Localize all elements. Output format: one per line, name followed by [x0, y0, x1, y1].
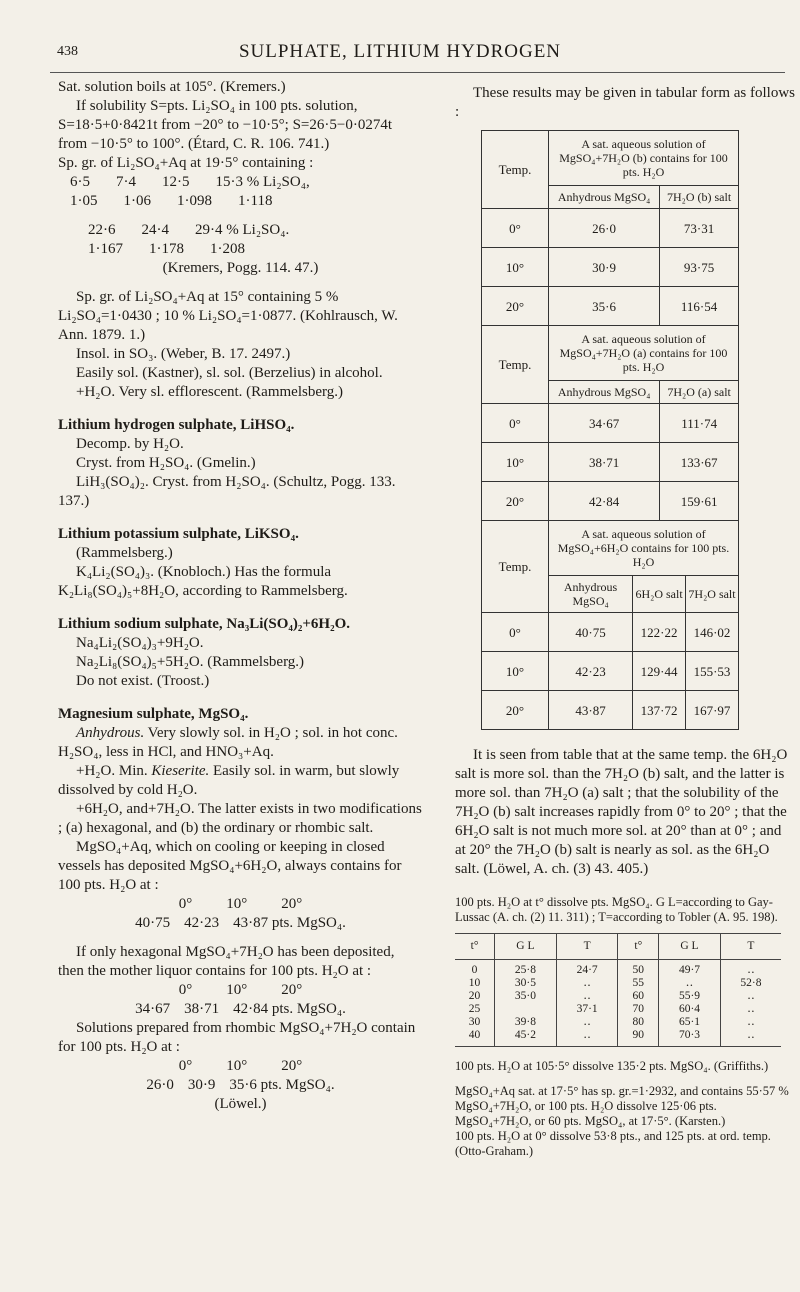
para: Easily sol. (Kastner), sl. sol. (Berzelius) in alcohol. [76, 365, 383, 381]
para: Cryst. from H₂SO₄. (Gmelin.) [76, 455, 256, 471]
value: 35·6 pts. MgSO₄. [229, 1077, 335, 1093]
italic-term: Anhydrous. [76, 725, 145, 741]
para: +H₂O. Very sl. efflorescent. (Rammelsberg.) [76, 384, 343, 400]
cell: 20 [468, 990, 481, 1002]
cell: 35·0 [514, 990, 536, 1002]
cell: 52·8 [740, 977, 762, 989]
cell: ‥ [583, 990, 591, 1002]
value: 1·118 [238, 193, 273, 209]
value: 10° [226, 1058, 248, 1074]
cell: 167·97 [686, 691, 739, 730]
para: If solubility S=pts. Li₂SO₄ in 100 pts. solution, S=18·5+0·8421t from −20° to −10·5°; S=26·5−0·0274t from −10·5° to 100°. (Étard, C. R. 106. 741.) [58, 98, 392, 152]
col-header: Anhydrous MgSO₄ [549, 186, 660, 209]
solubility-table-6h2o [481, 521, 739, 730]
value: 0° [178, 1058, 193, 1074]
cell: 24·7 [576, 964, 598, 976]
cell: 155·53 [686, 652, 739, 691]
table-header: A sat. aqueous solution of MgSO₄+7H₂O (b) contains for 100 pts. H₂O [549, 131, 739, 186]
value: 15·3 % Li₂SO₄, [215, 174, 310, 190]
cell: ‥ [685, 977, 694, 989]
col-gl1 [495, 960, 557, 1047]
temp-header: Temp. [482, 326, 549, 404]
cell: 37·1 [576, 1003, 598, 1015]
cell: 10 [468, 977, 481, 989]
cell: 129·44 [633, 652, 686, 691]
para [58, 724, 423, 762]
cell: 45·2 [514, 1029, 536, 1041]
value: 0° [178, 896, 193, 912]
cell: ‥ [583, 977, 591, 989]
table-row [482, 404, 739, 443]
value: 34·67 [135, 1001, 171, 1017]
cell: ‥ [747, 1016, 755, 1028]
sg-val-row-2 [58, 240, 423, 259]
value: 22·6 [88, 222, 116, 238]
right-column [455, 84, 795, 1159]
para: +6H₂O, and+7H₂O. The latter exists in two modifications ; (a) hexagonal, and (b) the ordinary or rhombic salt. [58, 801, 422, 836]
value: 30·9 [187, 1077, 216, 1093]
value: 20° [281, 1058, 303, 1074]
cell: 0 [471, 964, 478, 976]
cell: ‥ [583, 1016, 591, 1028]
cell: 55·9 [678, 990, 701, 1002]
value: 7·4 [116, 174, 136, 190]
col-header: Anhydrous MgSO₄ [549, 576, 633, 613]
sg-val-row-1 [58, 192, 423, 211]
para: LiH₃(SO₄)₂. Cryst. from H₂SO₄. (Schultz, Pogg. 133. 137.) [58, 474, 396, 509]
cell: 35·6 [549, 287, 660, 326]
col-t2 [618, 960, 659, 1047]
cell: 0° [482, 613, 549, 652]
cell: ‥ [747, 964, 755, 976]
value: 1·06 [123, 193, 151, 209]
cell: 25·8 [514, 964, 536, 976]
page-number: 438 [57, 44, 78, 59]
cell: 122·22 [633, 613, 686, 652]
cell: 10° [482, 443, 549, 482]
cell [498, 1003, 553, 1016]
value: 1·178 [149, 241, 184, 257]
col-header: Anhydrous MgSO₄ [549, 381, 660, 404]
value: 10° [226, 896, 248, 912]
col-header: t° [618, 934, 659, 960]
para: Sat. solution boils at 105°. (Kremers.) [58, 79, 286, 95]
col-header: 7H₂O (b) salt [660, 186, 739, 209]
cell: 30·9 [549, 248, 660, 287]
value: 1·05 [70, 193, 98, 209]
table-row [482, 613, 739, 652]
reference: (Löwel.) [214, 1096, 267, 1112]
left-column [58, 78, 423, 1114]
table-row [482, 287, 739, 326]
cell: 42·84 [549, 482, 660, 521]
reference: (Kremers, Pogg. 114. 47.) [162, 260, 319, 276]
cell: 0° [482, 404, 549, 443]
para-small: 100 pts. H₂O at t° dissolve pts. MgSO₄. G L=according to Gay-Lussac (A. ch. (2) 11. 311) ; T=according to Tobler (A. 95. 198). [455, 895, 778, 924]
value: 12·5 [162, 174, 190, 190]
cell: 50 [632, 964, 645, 976]
value: 42·23 [184, 915, 220, 931]
cell: 116·54 [660, 287, 739, 326]
table-header: A sat. aqueous solution of MgSO₄+7H₂O (a) contains for 100 pts. H₂O [549, 326, 739, 381]
solubility-table-7h2o-b [481, 130, 739, 326]
cell: 137·72 [633, 691, 686, 730]
value: 0° [178, 982, 193, 998]
value: 40·75 [135, 915, 171, 931]
value: 1·167 [88, 241, 123, 257]
col-header: t° [455, 934, 495, 960]
value: 10° [226, 982, 248, 998]
value: 6·5 [70, 174, 90, 190]
cell: ‥ [583, 1029, 591, 1041]
value: 20° [281, 896, 303, 912]
cell: 159·61 [660, 482, 739, 521]
value-row-3 [58, 1076, 423, 1095]
cell: 30 [468, 1016, 481, 1028]
value: 20° [281, 982, 303, 998]
col-header: 6H₂O salt [633, 576, 686, 613]
cell: 20° [482, 691, 549, 730]
para: Sp. gr. of Li₂SO₄+Aq at 19·5° containing : [58, 155, 314, 171]
value: 24·4 [141, 222, 169, 238]
temp-row-2 [58, 981, 423, 1000]
cell: 10° [482, 248, 549, 287]
para: Do not exist. (Troost.) [76, 673, 210, 689]
page-header [0, 41, 800, 74]
cell: 60 [632, 990, 645, 1002]
cell: 10° [482, 652, 549, 691]
heading-lithium-hydrogen-sulphate: Lithium hydrogen sulphate, LiHSO₄. [58, 417, 295, 433]
para: Sp. gr. of Li₂SO₄+Aq at 15° containing 5 % Li₂SO₄=1·0430 ; 10 % Li₂SO₄=1·0877. (Kohlrausch, W. Ann. 1879. 1.) [58, 289, 398, 343]
para-small: 100 pts. H₂O at 105·5° dissolve 135·2 pts. MgSO₄. (Griffiths.) [455, 1059, 769, 1073]
cell: 49·7 [678, 964, 701, 976]
cell: 146·02 [686, 613, 739, 652]
cell: 0° [482, 209, 549, 248]
table-row [482, 691, 739, 730]
table-row [482, 209, 739, 248]
temp-row-1 [58, 895, 423, 914]
sg-pct-row-2 [58, 221, 423, 240]
cell: 42·23 [549, 652, 633, 691]
col-header: T [720, 934, 781, 960]
para-small: MgSO₄+Aq sat. at 17·5° has sp. gr.=1·2932, and contains 55·57 % MgSO₄+7H₂O, or 100 pts. H₂O dissolve 125·06 pts. MgSO₄+7H₂O, or 60 pts. MgSO₄, at 17·5°. (Karsten.) [455, 1084, 789, 1128]
text: Easily sol. in warm, but slowly dissolved by cold H₂O. [58, 763, 400, 798]
cell: 90 [632, 1029, 645, 1041]
value: 38·71 [184, 1001, 220, 1017]
heading-lithium-potassium-sulphate: Lithium potassium sulphate, LiKSO₄. [58, 526, 299, 542]
para: If only hexagonal MgSO₄+7H₂O has been deposited, then the mother liquor contains for 100 pts. H₂O at : [58, 944, 395, 979]
para: Insol. in SO₃. (Weber, B. 17. 2497.) [76, 346, 291, 362]
cell: 80 [632, 1016, 645, 1028]
heading-lithium-sodium-sulphate: Lithium sodium sulphate, Na₃Li(SO₄)₂+6H₂O. [58, 616, 351, 632]
col-header: 7H₂O (a) salt [660, 381, 739, 404]
cell: ‥ [747, 1029, 755, 1041]
cell: 93·75 [660, 248, 739, 287]
cell: 20° [482, 287, 549, 326]
col-gl2 [659, 960, 721, 1047]
value: 42·84 pts. MgSO₄. [233, 1001, 346, 1017]
col-header: G L [495, 934, 557, 960]
value: 26·0 [146, 1077, 174, 1093]
para: These results may be given in tabular form as follows : [455, 85, 796, 120]
cell: 25 [468, 1003, 481, 1015]
italic-term: Kieserite. [151, 763, 210, 779]
para-small: 100 pts. H₂O at 0° dissolve 53·8 pts., and 125 pts. at ord. temp. (Otto-Graham.) [455, 1129, 771, 1158]
text: Very slowly sol. in H₂O ; sol. in hot conc. H₂SO₄, less in HCl, and HNO₃+Aq. [58, 725, 398, 760]
col-header: G L [659, 934, 721, 960]
value: 29·4 % Li₂SO₄. [195, 222, 290, 238]
temp-header: Temp. [482, 521, 549, 613]
cell: 43·87 [549, 691, 633, 730]
table-row [482, 652, 739, 691]
cell: ‥ [747, 1003, 755, 1015]
cell: 70·3 [678, 1029, 701, 1041]
cell: 20° [482, 482, 549, 521]
col-header: 7H₂O salt [686, 576, 739, 613]
solubility-table-7h2o-a [481, 326, 739, 521]
cell: 111·74 [660, 404, 739, 443]
para: (Rammelsberg.) [76, 545, 173, 561]
text: +H₂O. Min. [76, 763, 152, 779]
value-row-1 [58, 914, 423, 933]
para [58, 762, 423, 800]
table-row [455, 960, 781, 1047]
sg-pct-row-1 [58, 173, 423, 192]
cell: 133·67 [660, 443, 739, 482]
cell: 34·67 [549, 404, 660, 443]
cell: 65·1 [678, 1016, 701, 1028]
header-rule [50, 72, 785, 73]
cell: 26·0 [549, 209, 660, 248]
col-t1 [455, 960, 495, 1047]
col-t-tobler2 [720, 960, 781, 1047]
temp-header: Temp. [482, 131, 549, 209]
para: MgSO₄+Aq, which on cooling or keeping in closed vessels has deposited MgSO₄+6H₂O, always contains for 100 pts. H₂O at : [58, 839, 402, 893]
cell: 60·4 [678, 1003, 701, 1015]
value-row-2 [58, 1000, 423, 1019]
value: 1·208 [210, 241, 245, 257]
para: It is seen from table that at the same temp. the 6H₂O salt is more sol. than the 7H₂O (b) salt, and the latter is more sol. than 7H₂O (a) salt ; that the solubility of the 7H₂O (b) salt increases rapidly from 0° to 20° ; that the 6H₂O salt is not much more sol. at 20° than at 0° ; and at 20° the 7H₂O (b) salt is nearly as sol. as the 6H₂O salt. (Löwel, A. ch. (3) 43. 405.) [455, 747, 788, 877]
cell: ‥ [747, 990, 755, 1002]
para: Solutions prepared from rhombic MgSO₄+7H₂O contain for 100 pts. H₂O at : [58, 1020, 416, 1055]
cell: 40 [468, 1029, 481, 1041]
para: Na₂Li₈(SO₄)₅+5H₂O. (Rammelsberg.) [76, 654, 305, 670]
table-header: A sat. aqueous solution of MgSO₄+6H₂O contains for 100 pts. H₂O [549, 521, 739, 576]
table-row [482, 482, 739, 521]
cell: 38·71 [549, 443, 660, 482]
running-title: SULPHATE, LITHIUM HYDROGEN [238, 41, 562, 62]
cell: 73·31 [660, 209, 739, 248]
cell: 30·5 [514, 977, 536, 989]
gay-lussac-tobler-table [455, 933, 781, 1047]
heading-magnesium-sulphate: Magnesium sulphate, MgSO₄. [58, 706, 249, 722]
para: Na₄Li₂(SO₄)₃+9H₂O. [76, 635, 204, 651]
value: 43·87 pts. MgSO₄. [233, 915, 346, 931]
cell: 70 [632, 1003, 645, 1015]
temp-row-3 [58, 1057, 423, 1076]
value: 1·098 [177, 193, 212, 209]
para: K₄Li₂(SO₄)₃. (Knobloch.) Has the formula K₂Li₈(SO₄)₅+8H₂O, according to Rammelsberg. [58, 564, 348, 599]
cell: 39·8 [514, 1016, 536, 1028]
cell: 40·75 [549, 613, 633, 652]
col-header: T [556, 934, 618, 960]
cell: 55 [632, 977, 645, 989]
table-row [482, 248, 739, 287]
para: Decomp. by H₂O. [76, 436, 184, 452]
table-row [482, 443, 739, 482]
col-t-tobler1 [556, 960, 618, 1047]
